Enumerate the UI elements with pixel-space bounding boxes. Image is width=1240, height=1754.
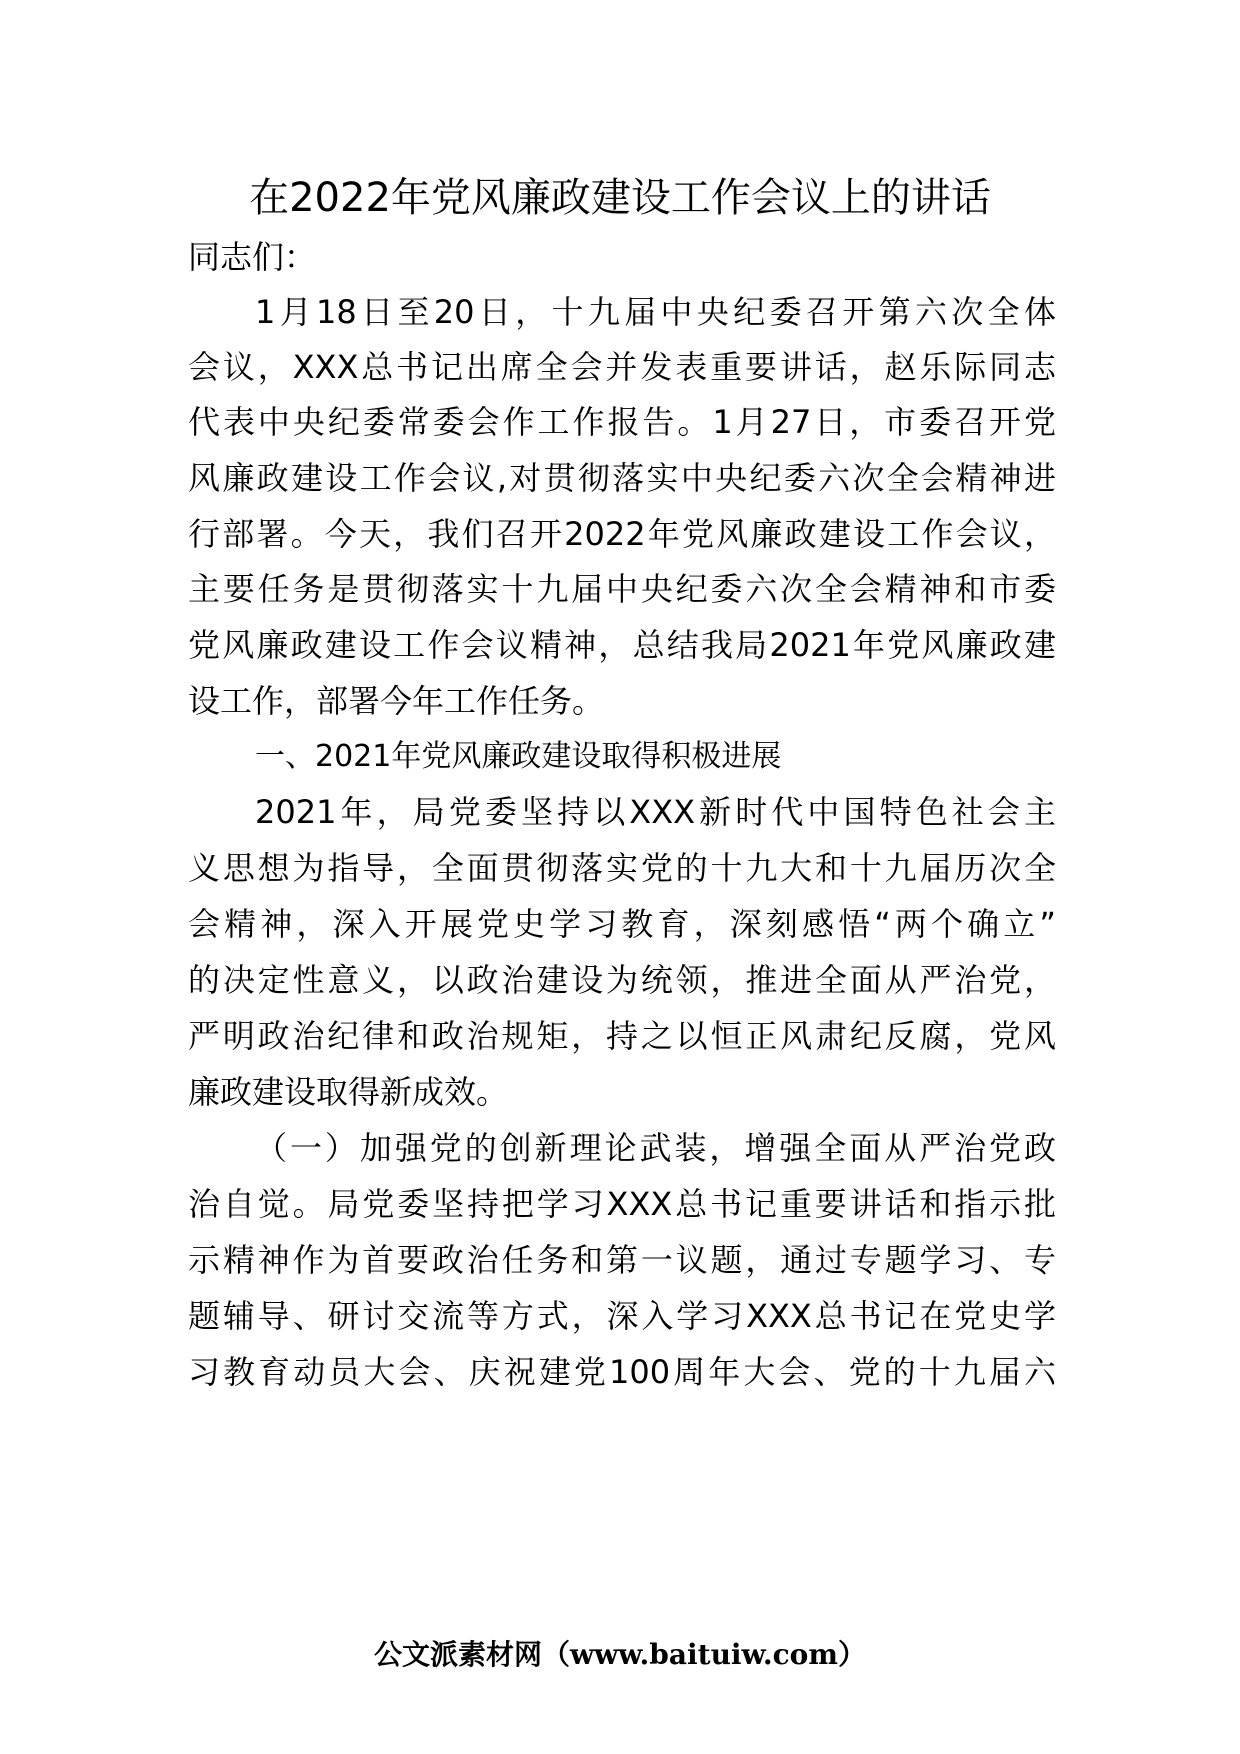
paragraph-line: 行部署。今天，我们召开2022年党风廉政建设工作会议， [188,515,1056,553]
paragraph-line: 主要任务是贯彻落实十九届中央纪委六次全会精神和市委 [188,570,1056,608]
salutation: 同志们： [188,238,317,276]
paragraph-line: 习教育动员大会、庆祝建党100周年大会、党的十九届六 [188,1353,1056,1391]
paragraph-line: 会议，XXX总书记出席全会并发表重要讲话，赵乐际同志 [188,348,1056,386]
paragraph-line: 1月18日至20日，十九届中央纪委召开第六次全体 [255,293,1056,331]
footer-watermark: 公文派素材网（www.baituiw.com） [374,1638,866,1671]
paragraph-line: 廉政建设取得新成效。 [188,1073,509,1111]
paragraph-line: 代表中央纪委常委会作工作报告。1月27日，市委召开党 [188,403,1056,441]
paragraph-line: 严明政治纪律和政治规矩，持之以恒正风肃纪反腐，党风 [188,1017,1056,1055]
section-heading: 一、2021年党风廉政建设取得积极进展 [255,739,782,774]
paragraph-line: 的决定性意义，以政治建设为统领，推进全面从严治党， [188,961,1056,999]
paragraph-line: 会精神，深入开展党史学习教育，深刻感悟“两个确立” [188,905,1056,943]
paragraph-line: 风廉政建设工作会议,对贯彻落实中央纪委六次全会精神进 [188,459,1056,497]
document-title: 在2022年党风廉政建设工作会议上的讲话 [249,175,991,221]
paragraph-line: 义思想为指导，全面贯彻落实党的十九大和十九届历次全 [188,849,1056,887]
paragraph-line: 党风廉政建设工作会议精神，总结我局2021年党风廉政建 [188,626,1056,664]
paragraph-line: 2021年，局党委坚持以XXX新时代中国特色社会主 [255,793,1056,831]
paragraph-line: 治自觉。局党委坚持把学习XXX总书记重要讲话和指示批 [188,1185,1056,1223]
paragraph-line: 题辅导、研讨交流等方式，深入学习XXX总书记在党史学 [188,1297,1056,1335]
paragraph-line: 示精神作为首要政治任务和第一议题，通过专题学习、专 [188,1241,1056,1279]
paragraph-line: （一）加强党的创新理论武装，增强全面从严治党政 [255,1129,1056,1167]
paragraph-line: 设工作，部署今年工作任务。 [188,682,605,720]
